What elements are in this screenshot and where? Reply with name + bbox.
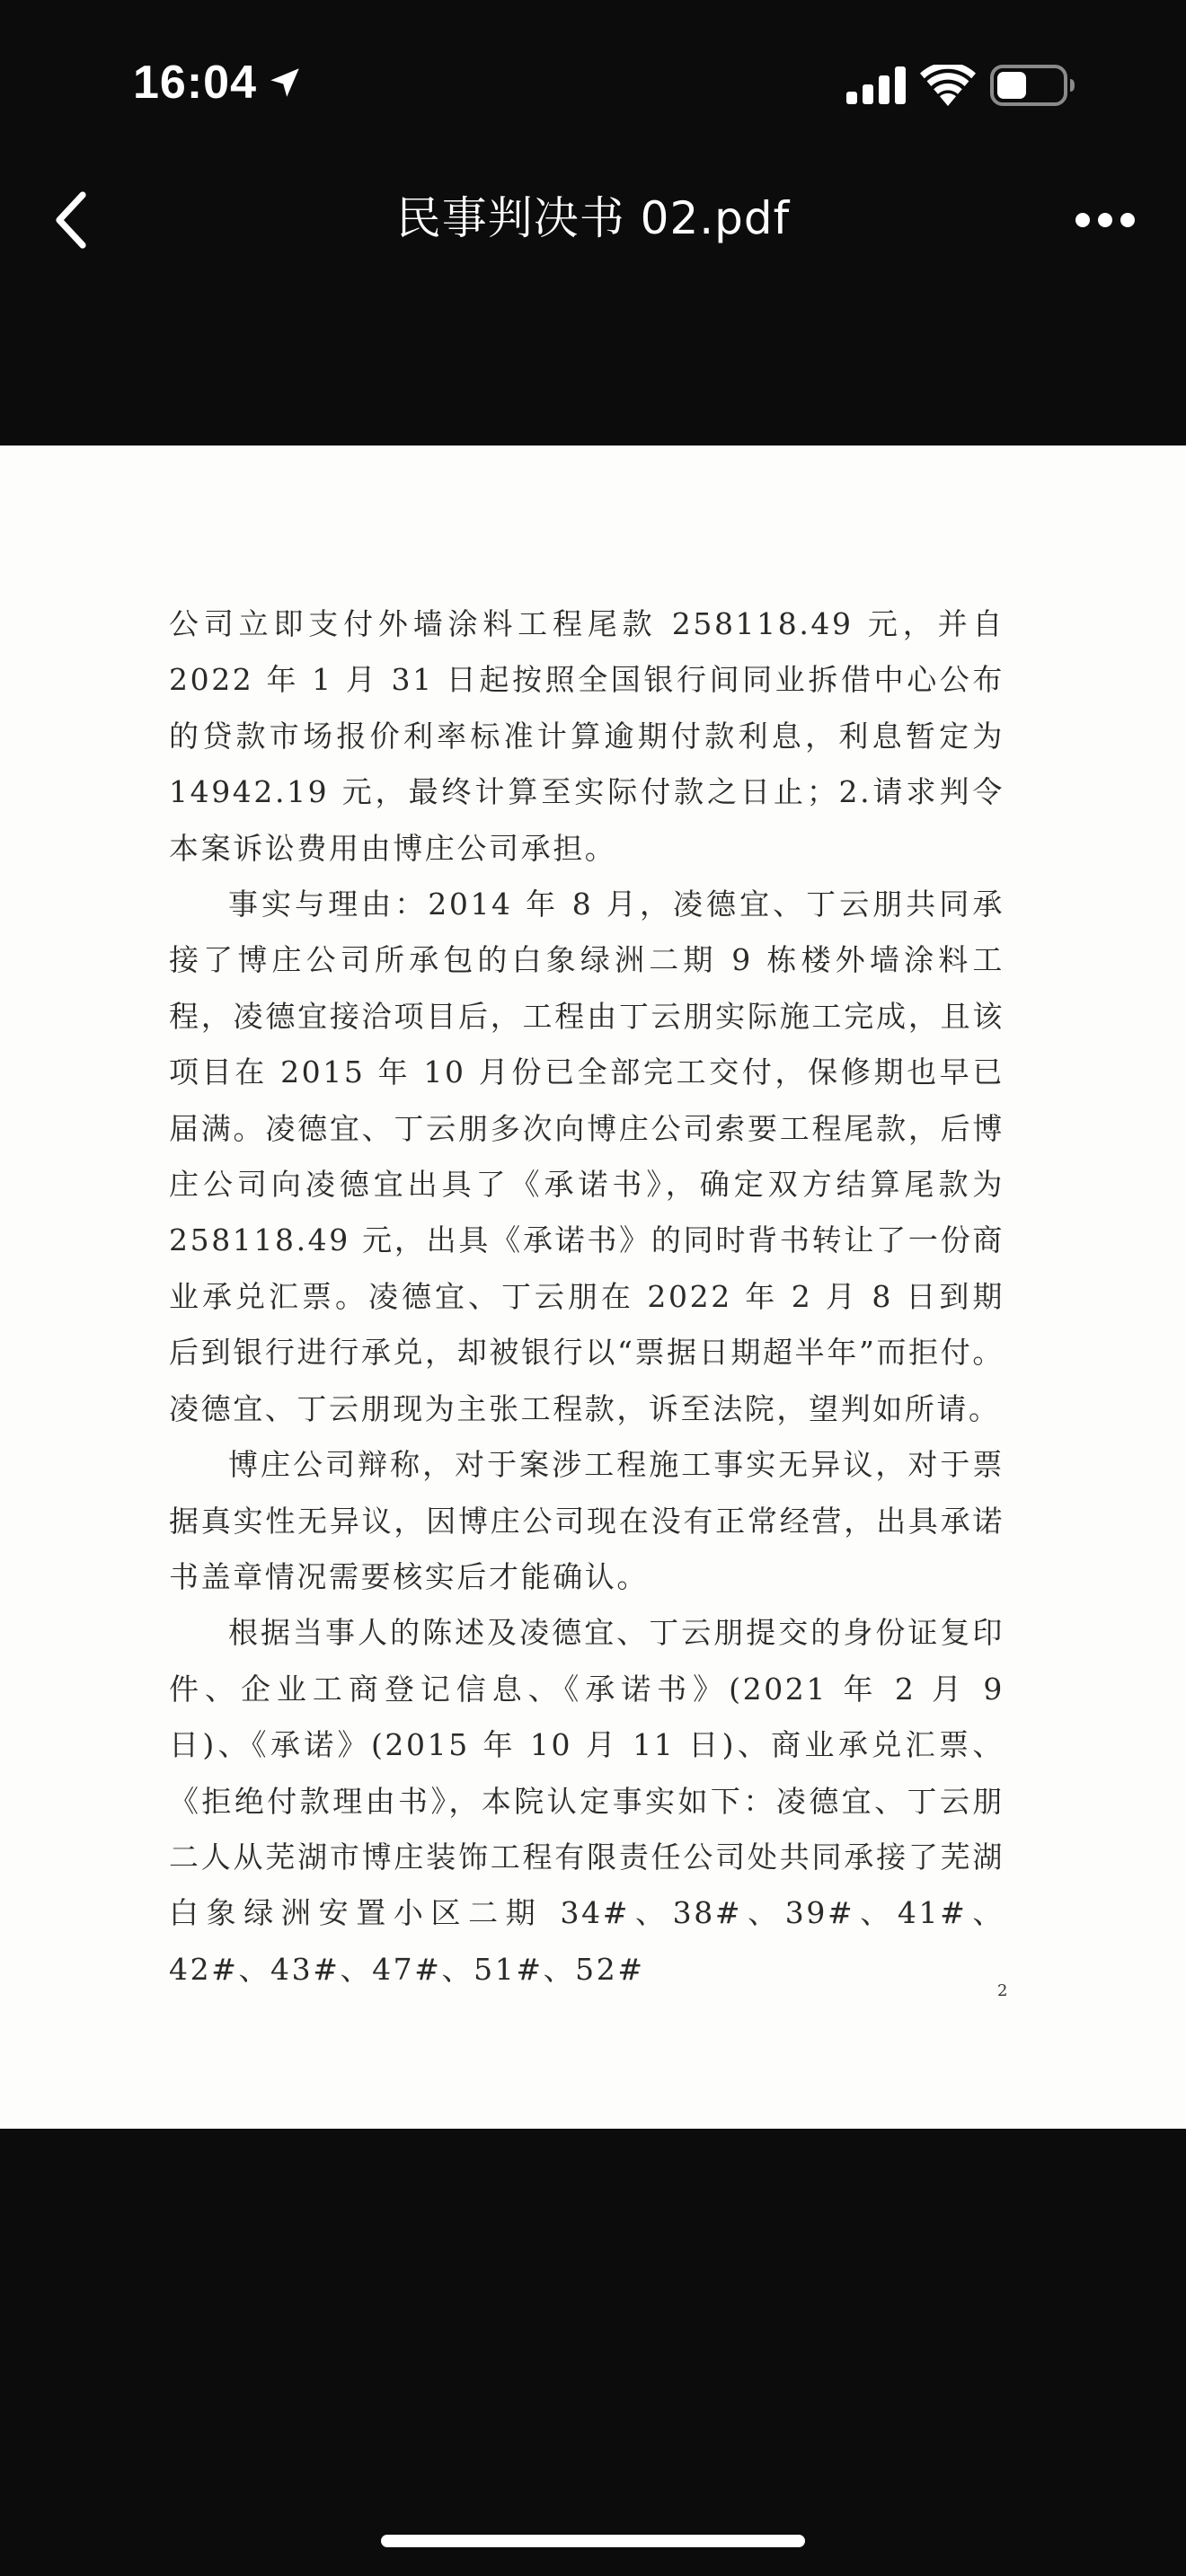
more-options-button[interactable] (1060, 198, 1150, 243)
home-indicator[interactable] (381, 2535, 805, 2547)
paragraph: 公司立即支付外墙涂料工程尾款 258118.49 元，并自 2022 年 1 月 31 日起按照全国银行间同业拆借中心公布的贷款市场报价利率标准计算逾期付款利息，利息暂定为 14942.19 元，最终计算至实际付款之日止；2.请求判令本案诉讼费用由博庄公司承担。 (169, 606, 1005, 866)
paragraph: 事实与理由：2014 年 8 月，凌德宜、丁云朋共同承接了博庄公司所承包的白象绿洲二期 9 栋楼外墙涂料工程，凌德宜接洽项目后，工程由丁云朋实际施工完成，且该项目在 2015 年 10 月份已全部完工交付，保修期也早已届满。凌德宜、丁云朋多次向博庄公司索要工程尾款，后博庄公司向凌德宜出具了《承诺书》，确定双方结算尾款为 258118.49 元，出具《承诺书》的同时背书转让了一份商业承兑汇票。凌德宜、丁云朋在 2022 年 2 月 8 日到期后到银行进行承兑，却被银行以“票据日期超半年”而拒付。凌德宜、丁云朋现为主张工程款，诉至法院，望判如所请。 (169, 887, 1005, 1426)
location-arrow-icon (266, 64, 304, 101)
paragraph: 博庄公司辩称，对于案涉工程施工事实无异议，对于票据真实性无异议，因博庄公司现在没有正常经营，出具承诺书盖章情况需要核实后才能确认。 (169, 1447, 1005, 1594)
nav-bar (0, 171, 1186, 422)
status-icons (846, 65, 1076, 106)
status-time: 16:04 (133, 57, 257, 109)
wifi-icon (920, 65, 976, 106)
pdf-page[interactable] (0, 446, 1186, 2129)
battery-icon (990, 65, 1076, 106)
status-time-group (133, 56, 304, 110)
paragraph: 根据当事人的陈述及凌德宜、丁云朋提交的身份证复印件、企业工商登记信息、《承诺书》(2021 年 2 月 9 日)、《承诺》(2015 年 10 月 11 日)、商业承兑汇票、《拒绝付款理由书》，本院认定事实如下：凌德宜、丁云朋二人从芜湖市博庄装饰工程有限责任公司处共同承接了芜湖白象绿洲安置小区二期 34#、38#、39#、41#、42#、43#、47#、51#、52# (169, 1615, 1005, 1987)
more-horizontal-icon (1075, 212, 1136, 228)
status-bar (0, 0, 1186, 171)
cellular-signal-icon (846, 66, 907, 104)
page-body-text (169, 596, 1008, 2000)
document-title: 民事判决书 02.pdf (395, 192, 791, 244)
page-number: 2 (997, 1981, 1008, 2000)
